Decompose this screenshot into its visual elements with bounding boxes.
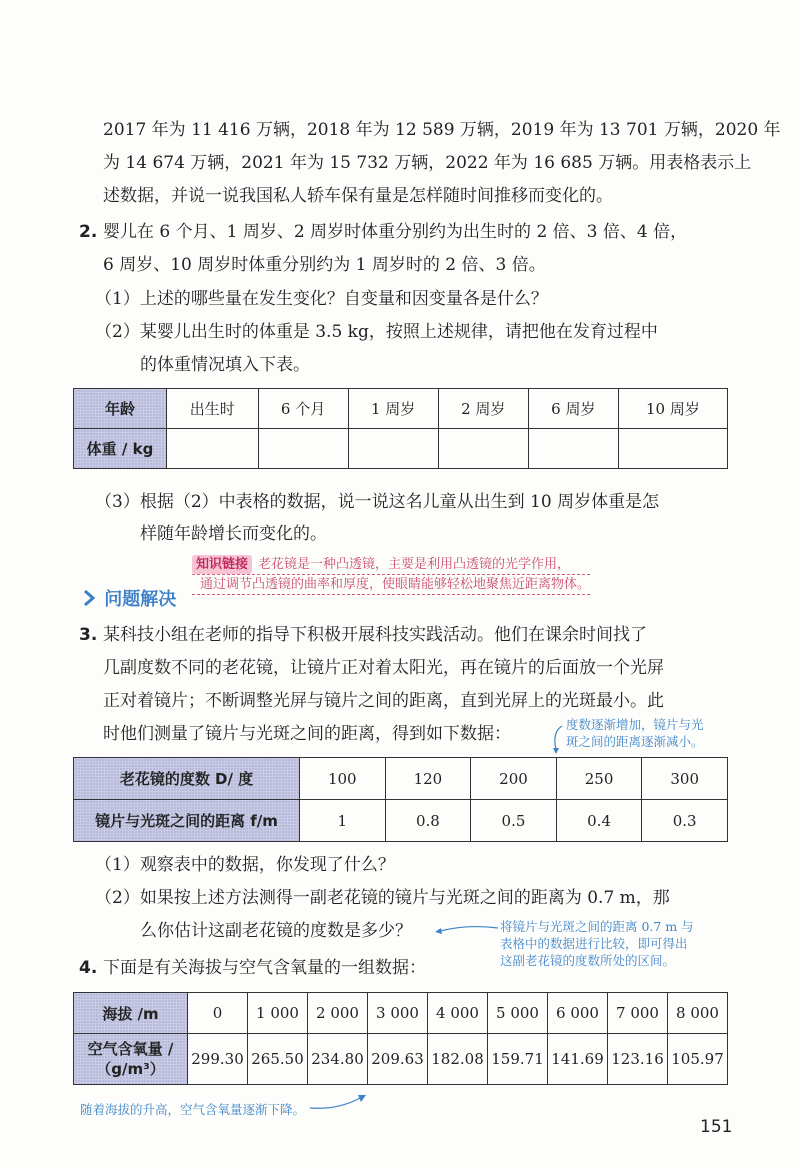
table-row (74, 389, 728, 429)
table-row (74, 429, 728, 469)
q3-note-line-1: 度数逐渐增加，镜片与光 (566, 717, 704, 732)
oxygen-header-line-1: 空气含氧量 / (87, 1040, 174, 1058)
q2-line-2: 6 周岁、10 周岁时体重分别约为 1 周岁时的 2 倍、3 倍。 (103, 255, 546, 275)
knowledge-link-line-2: 通过调节凸透镜的曲率和厚度，使眼睛能够轻松地聚焦近距离物体。 (192, 575, 590, 595)
age-cell: 10 周岁 (618, 389, 727, 429)
oxygen-cell: 159.71 (488, 1034, 548, 1085)
altitude-cell: 5 000 (488, 993, 548, 1034)
section-header (82, 585, 176, 611)
age-cell: 6 个月 (258, 389, 348, 429)
table-row (74, 800, 728, 842)
chevron-right-icon (82, 589, 104, 610)
altitude-cell: 4 000 (428, 993, 488, 1034)
weight-blank-cell[interactable] (618, 429, 727, 469)
q2-line-1: 婴儿在 6 个月、1 周岁、2 周岁时体重分别约为出生时的 2 倍、3 倍、4 倍， (103, 222, 688, 242)
q3-sub-2-line-1: （2）如果按上述方法测得一副老花镜的镜片与光斑之间的距离为 0.7 m，那 (95, 888, 670, 908)
q2-sub-2-line-2: 的体重情况填入下表。 (140, 355, 310, 375)
intro-line-3: 述数据，并说一说我国私人轿车保有量是怎样随时间推移而变化的。 (103, 186, 613, 206)
q3-line-1: 某科技小组在老师的指导下积极开展科技实践活动。他们在课余时间找了 (103, 625, 647, 645)
q2-sub-2-line-1: （2）某婴儿出生时的体重是 3.5 kg，按照上述规律，请把他在发育过程中 (95, 322, 658, 342)
weight-blank-cell[interactable] (258, 429, 348, 469)
age-cell: 6 周岁 (528, 389, 618, 429)
oxygen-header-line-2: （g/m³） (96, 1060, 165, 1078)
annotation-arrow-icon (432, 920, 500, 940)
q3-note (566, 716, 704, 750)
weight-blank-cell[interactable] (348, 429, 438, 469)
distance-header: 镜片与光斑之间的距离 f/m (74, 800, 300, 842)
q3-number: 3. (79, 625, 98, 645)
altitude-header: 海拔 /m (74, 993, 188, 1034)
oxygen-cell: 182.08 (428, 1034, 488, 1085)
distance-cell: 0.3 (642, 800, 728, 842)
q3-note-2 (500, 918, 694, 969)
oxygen-cell: 234.80 (308, 1034, 368, 1085)
degree-cell: 250 (556, 758, 642, 800)
q2-sub-3-line-2: 样随年龄增长而变化的。 (140, 524, 327, 544)
altitude-cell: 8 000 (668, 993, 728, 1034)
table-row (74, 758, 728, 800)
q3-sub-1: （1）观察表中的数据，你发现了什么？ (95, 855, 395, 875)
age-cell: 出生时 (167, 389, 259, 429)
altitude-cell: 7 000 (608, 993, 668, 1034)
altitude-cell: 6 000 (548, 993, 608, 1034)
weight-blank-cell[interactable] (528, 429, 618, 469)
oxygen-header (74, 1034, 188, 1085)
annotation-arrow-icon (548, 722, 568, 756)
weight-blank-cell[interactable] (438, 429, 528, 469)
degree-cell: 120 (385, 758, 471, 800)
q3-line-3: 正对着镜片；不断调整光屏与镜片之间的距离，直到光屏上的光斑最小。此 (103, 691, 664, 711)
q4-number: 4. (79, 958, 98, 978)
distance-cell: 0.8 (385, 800, 471, 842)
q3-line-4: 时他们测量了镜片与光斑之间的距离，得到如下数据： (103, 724, 511, 744)
table-row (74, 1034, 728, 1085)
q3-note-2-line-1: 将镜片与光斑之间的距离 0.7 m 与 (500, 919, 694, 934)
q3-note-2-line-2: 表格中的数据进行比较，即可得出 (500, 936, 688, 951)
age-cell: 1 周岁 (348, 389, 438, 429)
oxygen-cell: 299.30 (188, 1034, 248, 1085)
q4-text: 下面是有关海拔与空气含氧量的一组数据： (103, 958, 426, 978)
altitude-cell: 0 (188, 993, 248, 1034)
annotation-arrow-icon (308, 1092, 370, 1116)
oxygen-cell: 123.16 (608, 1034, 668, 1085)
q3-sub-2-line-2: 么你估计这副老花镜的度数是多少？ (140, 921, 412, 941)
oxygen-cell: 209.63 (368, 1034, 428, 1085)
q3-note-2-line-3: 这副老花镜的度数所处的区间。 (500, 953, 676, 968)
weight-table (73, 388, 728, 469)
altitude-cell: 2 000 (308, 993, 368, 1034)
q3-note-line-2: 斑之间的距离逐渐减小。 (566, 734, 704, 749)
knowledge-link-tag: 知识链接 (192, 555, 252, 574)
q2-sub-1: （1）上述的哪些量在发生变化？自变量和因变量各是什么？ (95, 289, 548, 309)
age-cell: 2 周岁 (438, 389, 528, 429)
age-header: 年龄 (74, 389, 167, 429)
distance-cell: 0.4 (556, 800, 642, 842)
distance-cell: 1 (300, 800, 386, 842)
table-row (74, 993, 728, 1034)
weight-header: 体重 / kg (74, 429, 167, 469)
altitude-table (73, 992, 728, 1085)
oxygen-cell: 265.50 (248, 1034, 308, 1085)
intro-line-2: 为 14 674 万辆，2021 年为 15 732 万辆，2022 年为 16 685 万辆。用表格表示上 (103, 153, 752, 173)
section-title: 问题解决 (104, 589, 177, 610)
degree-cell: 200 (471, 758, 557, 800)
q3-line-2: 几副度数不同的老花镜，让镜片正对着太阳光，再在镜片的后面放一个光屏 (103, 658, 664, 678)
oxygen-cell: 105.97 (668, 1034, 728, 1085)
q2-sub-3-line-1: （3）根据（2）中表格的数据，说一说这名儿童从出生到 10 周岁体重是怎 (95, 492, 660, 512)
distance-cell: 0.5 (471, 800, 557, 842)
knowledge-link-line-1: 老花镜是一种凸透镜，主要是利用凸透镜的光学作用， (258, 557, 571, 572)
intro-line-1: 2017 年为 11 416 万辆，2018 年为 12 589 万辆，2019 年为 13 701 万辆，2020 年 (103, 120, 781, 140)
page-number: 151 (700, 1117, 733, 1137)
altitude-cell: 3 000 (368, 993, 428, 1034)
knowledge-link (192, 555, 590, 595)
q2-number: 2. (79, 222, 98, 242)
lens-table (73, 757, 728, 842)
altitude-cell: 1 000 (248, 993, 308, 1034)
weight-blank-cell[interactable] (167, 429, 259, 469)
degree-header: 老花镜的度数 D/ 度 (74, 758, 300, 800)
oxygen-cell: 141.69 (548, 1034, 608, 1085)
q4-note: 随着海拔的升高，空气含氧量逐渐下降。 (80, 1102, 306, 1117)
degree-cell: 100 (300, 758, 386, 800)
degree-cell: 300 (642, 758, 728, 800)
